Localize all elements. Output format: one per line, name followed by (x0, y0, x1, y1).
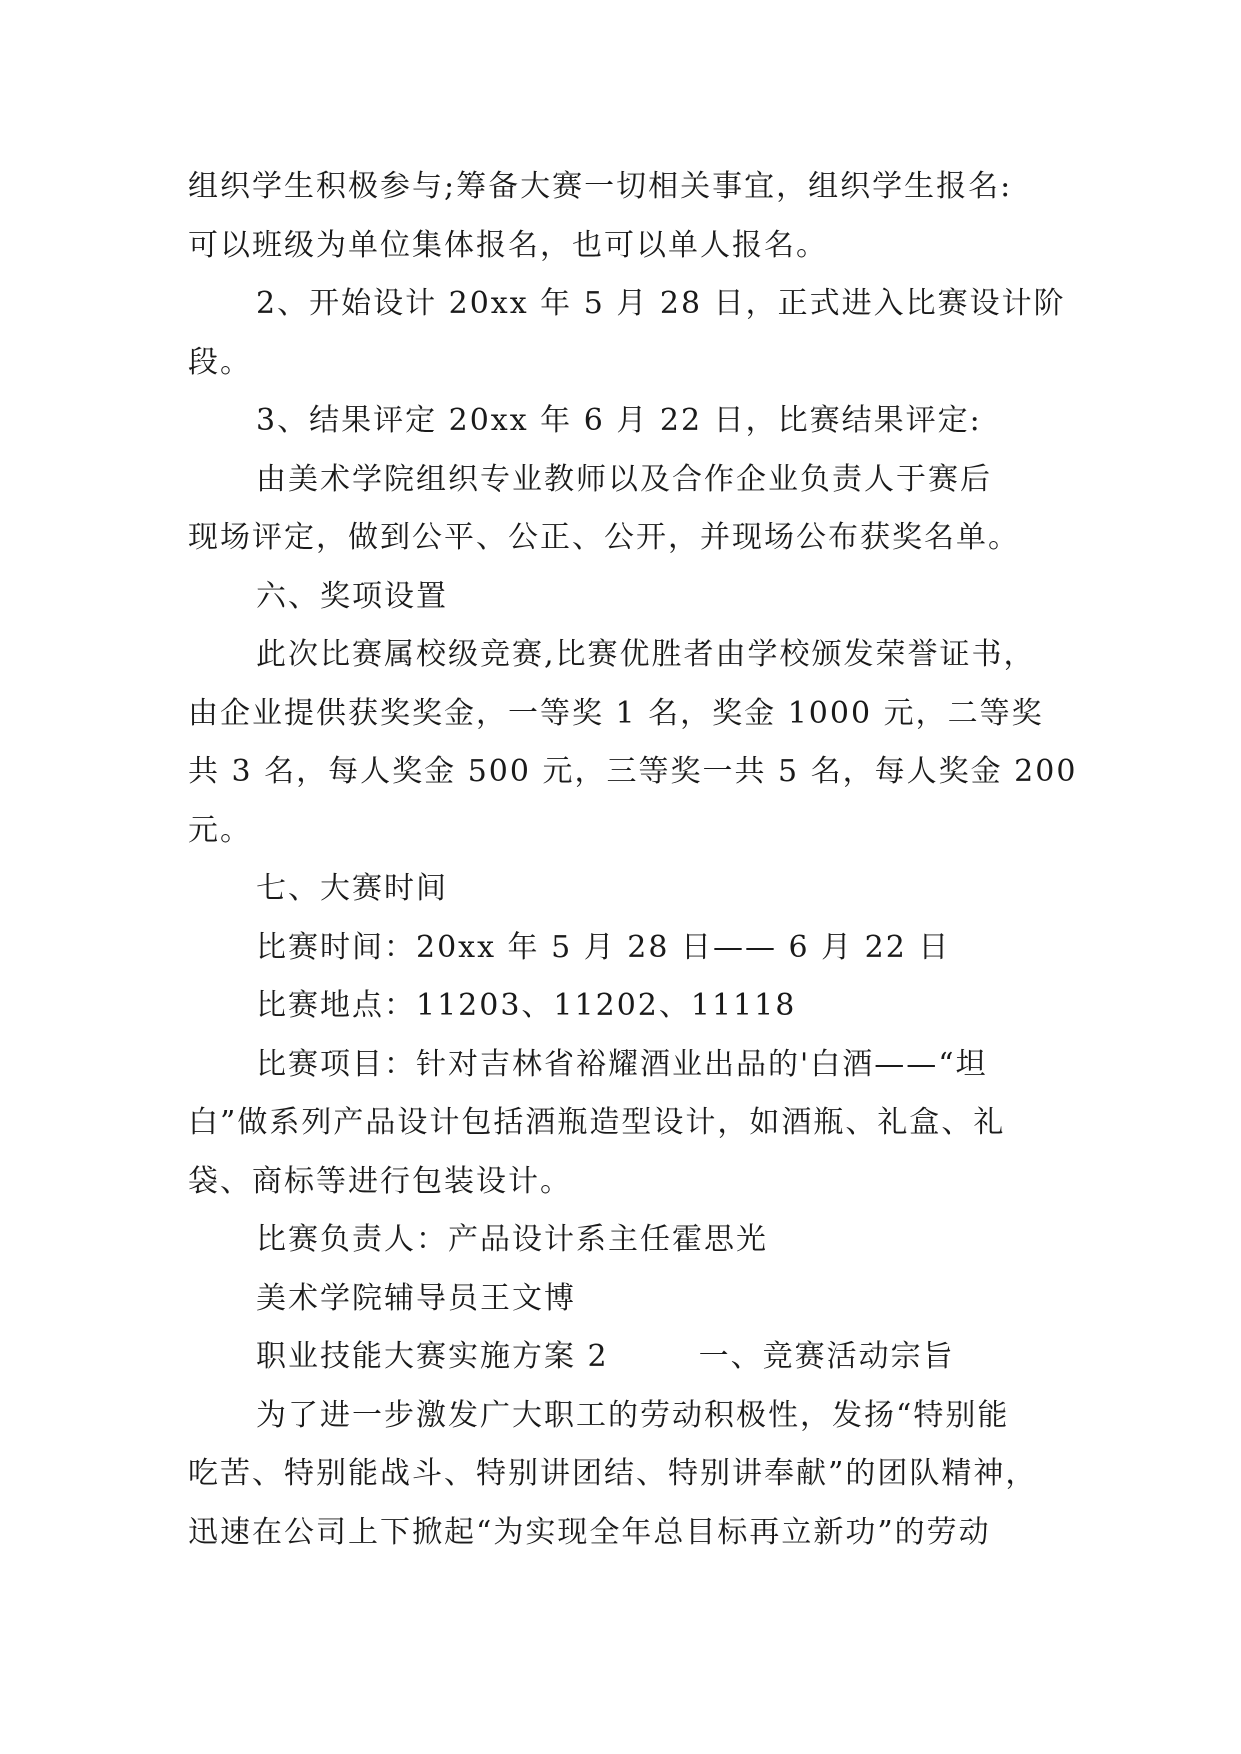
text-line: 比赛时间：20xx 年 5 月 28 日—— 6 月 22 日 (256, 929, 951, 965)
text-line: 共 3 名，每人奖金 500 元，三等奖一共 5 名，每人奖金 200 (188, 754, 1078, 789)
text-line: 白”做系列产品设计包括酒瓶造型设计，如酒瓶、礼盒、礼 (188, 1105, 1006, 1140)
text-line: 可以班级为单位集体报名，也可以单人报名。 (188, 227, 828, 263)
text-line: 此次比赛属校级竞赛,比赛优胜者由学校颁发荣誉证书， (256, 637, 1036, 672)
text-line: 袋、商标等进行包装设计。 (188, 1163, 572, 1199)
text-line: 由企业提供获奖奖金，一等奖 1 名，奖金 1000 元，二等奖 (188, 695, 1044, 731)
text-line: 迅速在公司上下掀起“为实现全年总目标再立新功”的劳动 (188, 1514, 991, 1550)
plan-title: 职业技能大赛实施方案 2 (256, 1339, 609, 1374)
text-line: 由美术学院组织专业教师以及合作企业负责人于赛后 (256, 461, 992, 497)
text-line: 比赛地点：11203、11202、11118 (256, 988, 797, 1023)
text-line: 组织学生积极参与;筹备大赛一切相关事宜，组织学生报名: (188, 169, 1013, 204)
text-line: 为了进一步激发广大职工的劳动积极性，发扬“特别能 (256, 1397, 1010, 1433)
text-line: 元。 (188, 812, 252, 848)
section-heading: 七、大赛时间 (256, 871, 448, 906)
document-body (188, 158, 1078, 1562)
text-line: 3、结果评定 20xx 年 6 月 22 日，比赛结果评定: (256, 403, 982, 438)
text-line: 2、开始设计 20xx 年 5 月 28 日，正式进入比赛设计阶 (256, 286, 1066, 321)
plan-title-line (188, 1328, 1068, 1387)
section-heading: 一、竞赛活动宗旨 (698, 1339, 955, 1374)
text-line: 美术学院辅导员王文博 (256, 1280, 576, 1316)
text-line: 比赛负责人：产品设计系主任霍思光 (256, 1222, 768, 1257)
section-heading: 六、奖项设置 (256, 578, 448, 614)
text-line: 现场评定，做到公平、公正、公开，并现场公布获奖名单。 (188, 520, 1020, 555)
text-line: 吃苦、特别能战斗、特别讲团结、特别讲奉献”的团队精神， (188, 1456, 1038, 1491)
text-line: 段。 (188, 344, 252, 380)
text-line: 比赛项目：针对吉林省裕耀酒业出品的'白酒——“坦 (256, 1046, 988, 1082)
